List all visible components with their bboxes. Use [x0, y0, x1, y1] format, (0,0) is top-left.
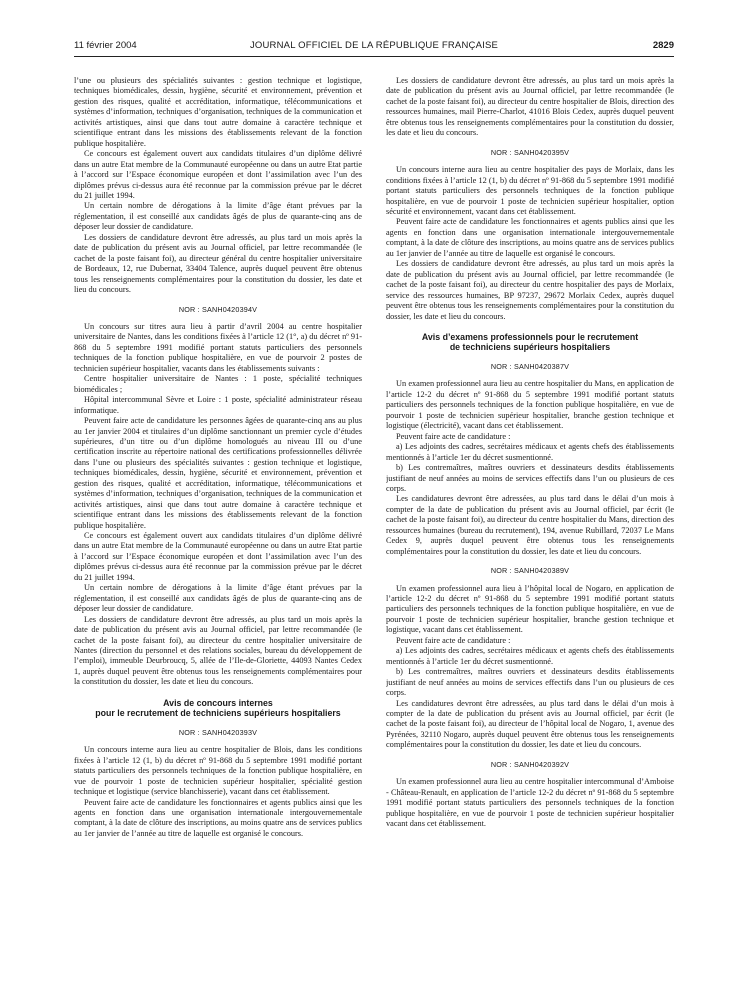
paragraph: Peuvent faire acte de candidature les personnes âgées de quarante-cinq ans au plus au 1er janvier 2004 et titulaires d’un diplôme sanctionnant un premier cycle d’études supérieures, d’un titre ou d’un diplôme homologués au niveau III ou d’une certification inscrite au répertoire national des certifications professionnelles délivrée dans l’une ou plusieurs des spécialités suivantes : gestion technique et logistique, techniques biomédicales, dessin, hygiène, sécurité et environnement, prévention et gestion des risques, qualité et accréditation, informatique, télécommunications et systèmes d’information, techniques d’organisation, techniques de la communication et activités artistiques, ainsi que dans tout autre domaine à caractère technique et scientifique entrant dans les missions des établissements relevant de la fonction publique hospitalière.: [74, 416, 362, 530]
paragraph: Les dossiers de candidature devront être adressés, au plus tard un mois après la date de publication du présent avis au Journal officiel, par lettre recommandée (le cachet de la poste faisant foi), au directeur général du centre hospitalier universitaire de Bordeaux, 12, rue Dubernat, 33404 Talence, auprès duquel peuvent être obtenus tous les renseignements complémentaires pour la constitution du dossier, les date et lieu du concours.: [74, 232, 362, 295]
nor-reference: NOR : SANH0420392V: [490, 759, 570, 769]
right-column: [386, 76, 674, 976]
nor-reference: NOR : SANH0420389V: [490, 566, 570, 576]
paragraph: Hôpital intercommunal Sèvre et Loire : 1 poste, spécialité administrateur réseau informatique.: [74, 395, 362, 415]
paragraph: Peuvent faire acte de candidature :: [396, 635, 511, 645]
paragraph: Les dossiers de candidature devront être adressés, au plus tard un mois après la date de publication du présent avis au Journal officiel, par lettre recommandée (le cachet de la poste faisant foi), au directeur du centre hospitalier des pays de Morlaix, service des ressources humaines, BP 97237, 29672 Morlaix Cedex, auprès duquel peuvent être obtenus tous les renseignements complémentaires pour la constitution du dossier, les date et lieu du concours.: [386, 259, 674, 321]
paragraph: a) Les adjoints des cadres, secrétaires médicaux et agents chefs des établissements mentionnés à l’article 1er du décret susmentionné.: [386, 442, 674, 462]
paragraph: Un certain nombre de dérogations à la limite d’âge étant prévues par la réglementation, il est conseillé aux candidats âgés de plus de quarante-cinq ans de déposer leur dossier de candidature.: [74, 583, 362, 614]
section-heading-line: pour le recrutement de techniciens supérieurs hospitaliers: [95, 708, 341, 719]
paragraph: Centre hospitalier universitaire de Nantes : 1 poste, spécialité techniques biomédicales ;: [74, 374, 362, 394]
paragraph: Un examen professionnel aura lieu au centre hospitalier du Mans, en application de l’article 12-2 du décret nº 91-868 du 5 septembre 1991 modifié portant statuts particuliers des personnels techniques de la fonction publique hospitalière, en vue de pourvoir 1 poste de technicien supérieur hospitalier, branche gestion technique et logistique (électricité), vacant dans cet établissement.: [386, 379, 674, 431]
paragraph: b) Les contremaîtres, maîtres ouvriers et dessinateurs desdits établissements justifiant de neuf années au moins de services effectifs dans l’un ou plusieurs de ces corps.: [386, 667, 674, 698]
paragraph: Ce concours est également ouvert aux candidats titulaires d’un diplôme délivré dans un autre Etat membre de la Communauté européenne ou dans un autre Etat partie à l’accord sur l’Espace économique européen et dont l’assimilation avec l’un des diplômes prévus ci-dessus aura été reconnue par la commission prévue par le décret du 21 juillet 1994.: [74, 531, 362, 582]
section-heading: [74, 698, 362, 719]
section-heading-line: Avis de concours internes: [163, 697, 273, 708]
paragraph: a) Les adjoints des cadres, secrétaires médicaux et agents chefs des établissements mentionnés à l’article 1er du décret susmentionné.: [386, 646, 674, 666]
paragraph: Un concours interne aura lieu au centre hospitalier des pays de Morlaix, dans les conditions fixées à l’article 12 (1, b) du décret nº 91-868 du 5 septembre 1991 modifié portant statuts particuliers des personnels techniques de la fonction publique hospitalière, en vue de pourvoir 1 poste de technicien supérieur hospitalier, option sécurité et environnement, vacant dans cet établissement.: [386, 165, 674, 216]
page-header: [0, 40, 748, 54]
paragraph: Les candidatures devront être adressées, au plus tard dans le délai d’un mois à compter de la date de publication du présent avis au Journal officiel, par écrit (le cachet de la poste faisant foi), au directeur du centre hospitalier du Mans, direction des ressources humaines (bureau du recrutement), 194, avenue Rubillard, 72037 Le Mans Cedex 9, auprès duquel peuvent être obtenus tous les renseignements complémentaires pour la constitution du dossier, les date et lieu du concours.: [386, 494, 674, 556]
nor-reference: NOR : SANH0420387V: [490, 361, 570, 371]
page-number: 2829: [652, 40, 674, 51]
paragraph: Un examen professionnel aura lieu au centre hospitalier intercommunal d’Amboise - Château-Renault, en application de l’article 12-2 du décret nº 91-868 du 5 septembre 1991 modifié portant statuts particuliers des personnels techniques de la fonction publique hospitalière, en vue de pourvoir 1 poste de technicien supérieur hospitalier vacant dans cet établissement.: [386, 777, 674, 829]
issue-date: 11 février 2004: [74, 40, 137, 51]
section-heading: [386, 332, 674, 353]
paragraph: b) Les contremaîtres, maîtres ouvriers et dessinateurs desdits établissements justifiant de neuf années au moins de services effectifs dans l’un ou plusieurs de ces corps.: [386, 463, 674, 493]
paragraph: Les dossiers de candidature devront être adressés, au plus tard un mois après la date de publication du présent avis au Journal officiel, par lettre recommandée (le cachet de la poste faisant foi), au directeur du centre hospitalier de Blois, direction des ressources humaines, mail Pierre-Charlot, 41016 Blois Cedex, auprès duquel peuvent être obtenus tous les renseignements complémentaires pour la constitution du dossier, les date et lieu du concours.: [386, 76, 674, 138]
paragraph: Les dossiers de candidature devront être adressés, au plus tard un mois après la date de publication du présent avis au Journal officiel, par lettre recommandée (le cachet de la poste faisant foi), au directeur du centre hospitalier universitaire de Nantes (direction du personnel et des relations sociales, bureau du développement de l’emploi), immeuble Deurbroucq, 5, allée de l’Ile-de-Gloriette, 44093 Nantes Cedex 1, auprès duquel peuvent être obtenus tous les renseignements complémentaires pour la constitution du dossier, les date et lieu du concours.: [74, 614, 362, 687]
section-heading-line: de techniciens supérieurs hospitaliers: [449, 342, 611, 353]
paragraph: l’une ou plusieurs des spécialités suivantes : gestion technique et logistique, techniques biomédicales, dessin, hygiène, sécurité et environnement, prévention et gestion des risques, qualité et accréditation, informatique, télécommunications et systèmes d’information, techniques d’organisation, techniques de la communication et activités artistiques, ainsi que dans tout autre domaine à caractère technique et scientifique entrant dans les missions des établissements relevant de la fonction publique hospitalière.: [74, 76, 362, 148]
paragraph: Peuvent faire acte de candidature les fonctionnaires et agents publics ainsi que les agents en fonction dans une organisation internationale intergouvernementale comptant, à la date de clôture des inscriptions, au moins quatre ans de services publics au 1er janvier de l’année au titre de laquelle est organisé le concours.: [74, 797, 362, 838]
paragraph: Peuvent faire acte de candidature :: [396, 431, 511, 441]
nor-reference: NOR : SANH0420394V: [178, 304, 258, 314]
journal-title: JOURNAL OFFICIEL DE LA RÉPUBLIQUE FRANÇAISE: [249, 40, 499, 51]
paragraph: Ce concours est également ouvert aux candidats titulaires d’un diplôme délivré dans un autre Etat membre de la Communauté européenne ou dans un autre Etat partie à l’accord sur l’Espace économique européen et dont l’assimilation avec l’un des diplômes prévus ci-dessus aura été reconnue par la commission prévue par le décret du 21 juillet 1994.: [74, 149, 362, 200]
left-column: [74, 76, 362, 976]
nor-reference: NOR : SANH0420393V: [178, 727, 258, 737]
paragraph: Un examen professionnel aura lieu à l’hôpital local de Nogaro, en application de l’article 12-2 du décret nº 91-868 du 5 septembre 1991 modifié portant statuts particuliers des personnels techniques de la fonction publique hospitalière, en vue de pourvoir 1 poste de technicien supérieur hospitalier, branche gestion technique et logistique, vacant dans cet établissement.: [386, 583, 674, 635]
header-rule: [74, 56, 674, 57]
section-heading-line: Avis d’examens professionnels pour le recrutement: [421, 331, 639, 342]
paragraph: Les candidatures devront être adressées, au plus tard dans le délai d’un mois à compter de la date de publication du présent avis au Journal officiel, par écrit (le cachet de la poste faisant foi), au directeur de l’hôpital local de Nogaro, 1, avenue des Pyrénées, 32110 Nogaro, auprès duquel peuvent être obtenus tous les renseignements complémentaires pour la constitution du dossier, les date et lieu du concours.: [386, 698, 674, 750]
paragraph: Un certain nombre de dérogations à la limite d’âge étant prévues par la réglementation, il est conseillé aux candidats âgés de plus de quarante-cinq ans de déposer leur dossier de candidature.: [74, 201, 362, 232]
paragraph: Peuvent faire acte de candidature les fonctionnaires et agents publics ainsi que les agents en fonction dans une organisation internationale intergouvernementale comptant, à la date de clôture des inscriptions, au moins quatre ans de services publics au 1er janvier de l’année au titre de laquelle est organisé le concours.: [386, 217, 674, 258]
nor-reference: NOR : SANH0420395V: [490, 147, 570, 157]
paragraph: Un concours sur titres aura lieu à partir d’avril 2004 au centre hospitalier universitaire de Nantes, dans les conditions fixées à l’article 12 (1°, a) du décret nº 91-868 du 5 septembre 1991 modifié portant statuts particuliers des personnels techniques de la fonction publique hospitalière, en vue de pourvoir 2 postes de technicien supérieur hospitalier, vacants dans les établissements suivants :: [74, 321, 362, 373]
paragraph: Un concours interne aura lieu au centre hospitalier de Blois, dans les conditions fixées à l’article 12 (1, b) du décret nº 91-868 du 5 septembre 1991 modifié portant statuts particuliers des personnels techniques de la fonction publique hospitalière, en vue de pourvoir 1 poste de technicien supérieur hospitalier, spécialité gestion technique et logistique (service blanchisserie), vacant dans cet établissement.: [74, 745, 362, 797]
